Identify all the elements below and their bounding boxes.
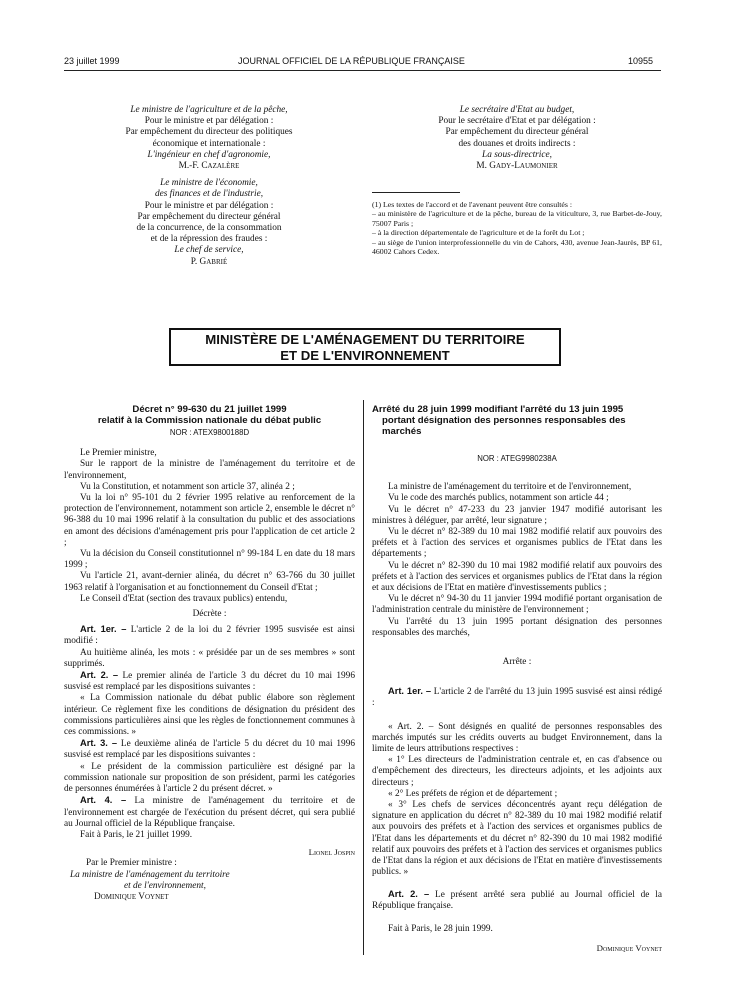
paragraph: Vu le décret n° 82-389 du 10 mai 1982 modifié relatif aux pouvoirs des préfets et à l'action des services et organismes publics de l'Etat dans les départements ; — [372, 527, 662, 560]
header-page-number: 10955 — [628, 56, 654, 66]
signature-line: des finances et de l'industrie, — [154, 189, 264, 200]
signatory-name: M.-F. Cazalère — [178, 161, 240, 172]
signature-line: Pour le secrétaire d'Etat et par délégation : — [438, 116, 596, 127]
paragraph: « 1° Les directeurs de l'administration centrale et, en cas d'absence ou d'empêchement des directeurs, les directeurs adjoints, et les adjoints aux directeurs ; — [372, 755, 662, 788]
header-rule — [64, 70, 661, 71]
ministry-heading-box — [169, 328, 561, 366]
signatory-name: Lionel Jospin — [308, 847, 355, 858]
footnote-line: – au ministère de l'agriculture et de la pêche, bureau de la viticulture, 3, rue Barbet-de-Jouy, 75007 Paris ; — [372, 209, 662, 228]
signature-line: Le chef de service, — [174, 245, 244, 256]
article-label: Art. 2. – — [388, 888, 430, 899]
nor-reference: NOR : ATEX9800188D — [169, 428, 250, 437]
footnote-rule — [372, 192, 460, 193]
signature-line: Le secrétaire d'Etat au budget, — [459, 105, 575, 115]
signatory-name: Dominique Voynet — [94, 891, 169, 902]
signature-line: La sous-directrice, — [482, 149, 552, 160]
right-article — [372, 404, 662, 954]
paragraph: Vu le décret n° 47-233 du 23 janvier 1947 modifié autorisant les ministres à déléguer, par arrêté, leur signature ; — [372, 504, 662, 526]
signature-line: et de la répression des fraudes : — [150, 234, 268, 245]
article-text: La ministre de l'aménagement du territoire et de l'environnement est chargée de l'exécution du présent décret, qui sera publié au Journal officiel de la République française. — [64, 796, 356, 829]
left-article — [64, 404, 355, 903]
signature-line: Pour le ministre et par délégation : — [144, 200, 274, 211]
signature-line: Par empêchement du directeur général — [445, 127, 589, 138]
article-label: Art. 1er. – — [80, 624, 127, 635]
footnote-line: – à la direction départementale de l'agriculture et de la forêt du Lot ; — [372, 228, 585, 238]
paragraph: Vu la Constitution, et notamment son article 37, alinéa 2 ; — [80, 481, 295, 492]
paragraph: « Le président de la commission particulière est désigné par la commission nationale sur proposition de son président, parmi les catégories de personnes énumérées à l'article 2 du présent décret. » — [64, 761, 355, 795]
signature-line: Par empêchement du directeur des politiques — [125, 127, 293, 138]
signatory-name: Dominique Voynet — [596, 943, 662, 954]
paragraph: Le Conseil d'Etat (section des travaux publics) entendu, — [80, 593, 288, 604]
article-text: L'article 2 de l'arrêté du 13 juin 1995 susvisé est ainsi rédigé : — [372, 687, 662, 709]
signature-line: de la concurrence, de la consommation — [136, 223, 282, 234]
nor-reference: NOR : ATEG9980238A — [477, 454, 557, 463]
signature-line: L'ingénieur en chef d'agronomie, — [147, 149, 271, 160]
footnote-line: – au siège de l'union interprofessionnelle du vin de Cahors, 430, avenue Jean-Jaurès, BP 61, 46002 Cahors Cedex. — [372, 237, 662, 257]
paragraph: Vu le décret n° 82-390 du 10 mai 1982 modifié relatif aux pouvoirs des préfets et à l'action des services et organismes publics de l'Etat dans la région et aux décisions de l'Etat en matière d'investissements publics ; — [372, 560, 662, 594]
signature-line: Par empêchement du directeur général — [137, 211, 281, 222]
paragraph: « La Commission nationale du débat public élabore son règlement intérieur. Ce règlement fixe les conditions de désignation du président des commissions particulières ainsi que les règles de fonctionnement communes à ces commissions. » — [64, 693, 355, 738]
signature-line: Pour le ministre et par délégation : — [144, 116, 274, 127]
article-label: Art. 3. – — [80, 738, 118, 749]
signature-line: Le ministre de l'agriculture et de la pêche, — [130, 105, 288, 115]
signatory-name: P. Gabrié — [190, 256, 228, 267]
paragraph: Sur le rapport de la ministre de l'aménagement du territoire et de l'environnement, — [64, 459, 355, 481]
top-left-signatures — [64, 105, 354, 268]
ministry-heading-line: MINISTÈRE DE L'AMÉNAGEMENT DU TERRITOIRE — [205, 332, 525, 347]
signature-line: et de l'environnement, — [124, 880, 206, 891]
decrete-heading: Décrète : — [192, 609, 227, 620]
signature-line: des douanes et droits indirects : — [458, 138, 576, 149]
paragraph: « Art. 2. – Sont désignés en qualité de personnes responsables des marchés imputés sur les crédits ouverts au budget Environnement, dans la limite de leurs attributions respectives : — [372, 721, 662, 755]
ministry-heading-line: ET DE L'ENVIRONNEMENT — [280, 348, 450, 363]
header-date: 23 juillet 1999 — [64, 56, 120, 66]
article-label: Art. 1er. – — [388, 686, 432, 697]
top-right-signatures — [372, 105, 662, 172]
article-label: Art. 4. – — [80, 795, 127, 806]
signature-line: économique et internationale : — [152, 138, 266, 149]
paragraph: Vu le code des marchés publics, notamment son article 44 ; — [388, 493, 609, 504]
article-text: Le premier alinéa de l'article 3 du décret du 10 mai 1996 susvisé est remplacé par les dispositions suivantes : — [64, 671, 355, 693]
arrete-heading: Arrête : — [502, 657, 532, 668]
signatory-name: M. Gady-Laumonier — [476, 161, 558, 172]
article-label: Art. 2. – — [80, 670, 119, 681]
header-journal-title: JOURNAL OFFICIEL DE LA RÉPUBLIQUE FRANÇAISE — [238, 56, 465, 66]
paragraph: Vu l'arrêté du 13 juin 1995 portant désignation des personnes responsables des marchés, — [372, 616, 662, 638]
arrete-title: marchés — [382, 426, 422, 437]
paragraph: Vu l'article 21, avant-dernier alinéa, du décret n° 63-766 du 30 juillet 1963 relatif à l'organisation et au fonctionnement du Conseil d'Etat ; — [64, 571, 355, 593]
signature-line: Le ministre de l'économie, — [160, 178, 258, 189]
paragraph: Vu la décision du Conseil constitutionnel n° 99-184 L en date du 18 mars 1999 ; — [64, 549, 355, 571]
decree-subtitle: relatif à la Commission nationale du débat public — [97, 415, 322, 426]
paragraph: La ministre de l'aménagement du territoire et de l'environnement, — [388, 482, 632, 493]
paragraph: Fait à Paris, le 28 juin 1999. — [388, 923, 493, 934]
paragraph: « 2° Les préfets de région et de département ; — [388, 788, 558, 799]
footnote-line: (1) Les textes de l'accord et de l'avenant peuvent être consultés : — [372, 200, 573, 209]
arrete-title: portant désignation des personnes responsables des — [382, 415, 626, 426]
column-divider — [363, 400, 364, 955]
paragraph: Fait à Paris, le 21 juillet 1999. — [80, 829, 193, 840]
paragraph: Vu le décret n° 94-30 du 11 janvier 1994 modifié portant organisation de l'administration centrale du ministère de l'environnement ; — [372, 594, 662, 616]
article-text: Le présent arrêté sera publié au Journal officiel de la République française. — [372, 889, 662, 911]
arrete-title: Arrêté du 28 juin 1999 modifiant l'arrêté du 13 juin 1995 — [372, 404, 624, 415]
footnotes — [372, 200, 662, 256]
article-text: L'article 2 de la loi du 2 février 1995 susvisée est ainsi modifié : — [64, 625, 355, 647]
decree-title: Décret n° 99-630 du 21 juillet 1999 — [132, 404, 287, 415]
paragraph: « 3° Les chefs de services déconcentrés ayant reçu délégation de signature en application du décret n° 82-389 du 10 mai 1982 modifié relatif aux pouvoirs des préfets et à l'action des services et organismes publics de l'Etat dans les départements et du décret n° 82-390 du 10 mai 1982 modifié relatif aux pouvoirs des préfets et à l'action des services et organismes publics de l'Etat dans la région et aux décisions de l'Etat en matière d'investissements publics. » — [372, 800, 662, 878]
signature-line: Par le Premier ministre : — [86, 858, 177, 869]
signature-line: La ministre de l'aménagement du territoire — [70, 869, 230, 880]
paragraph: Au huitième alinéa, les mots : « présidée par un de ses membres » sont supprimés. — [64, 647, 355, 669]
paragraph: Le Premier ministre, — [80, 448, 157, 459]
article-text: Le deuxième alinéa de l'article 5 du décret du 10 mai 1996 susvisé est remplacé par les dispositions suivantes : — [64, 739, 355, 761]
paragraph: Vu la loi n° 95-101 du 2 février 1995 relative au renforcement de la protection de l'environnement, notamment son article 2, ensemble le décret n° 96-388 du 10 mai 1996 relatif à la consultation du public et des associations en amont des décisions d'aménagement pris pour l'application de cet article 2 ; — [64, 493, 355, 548]
